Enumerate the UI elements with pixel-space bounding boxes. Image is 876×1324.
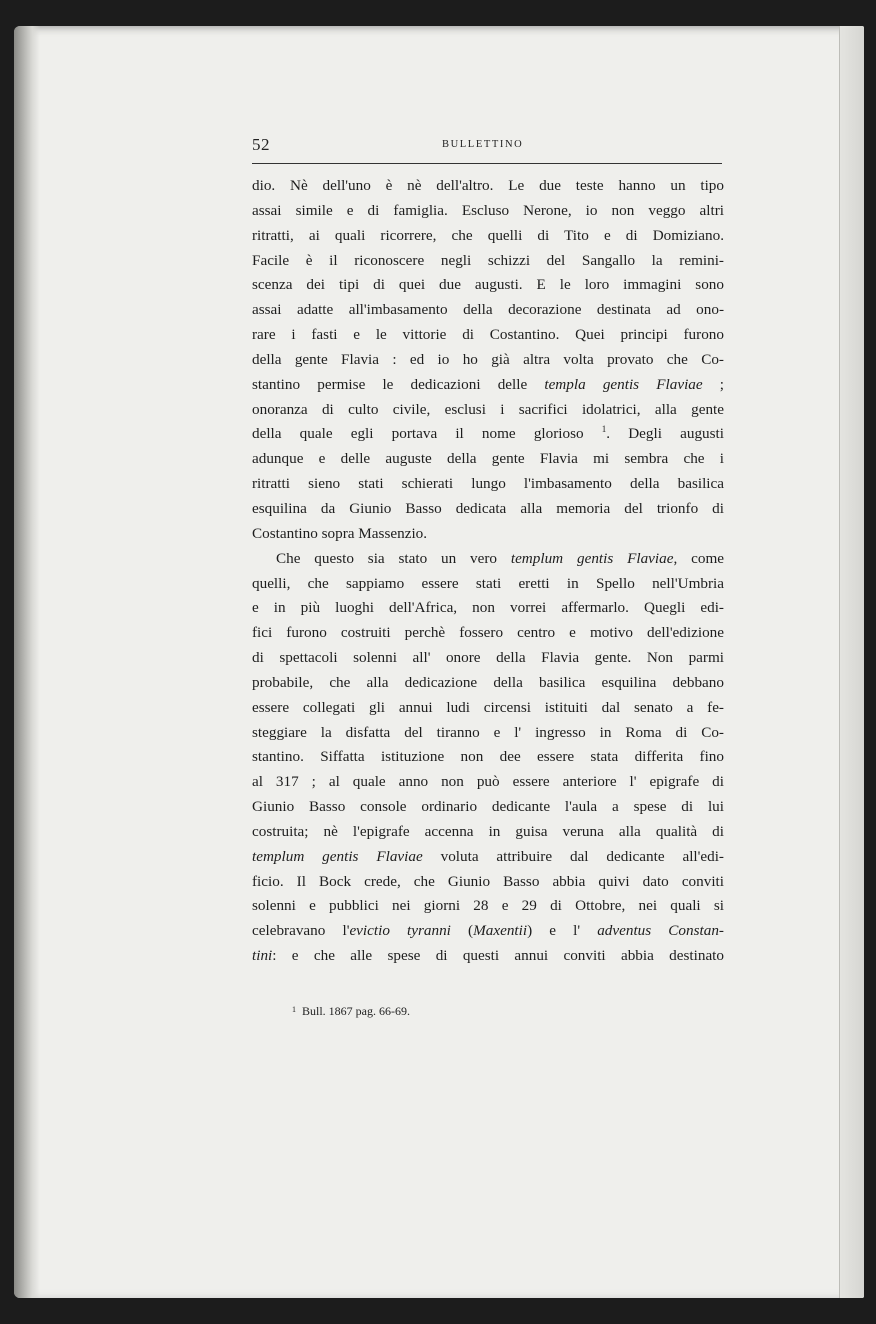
text-run: Costantino sopra Massenzio. [252, 524, 428, 542]
text-line [252, 273, 724, 298]
text-run: steggiare la disfatta del tiranno e l' ingresso in Roma di Co- [252, 723, 724, 741]
text-line [252, 721, 724, 746]
text-line [252, 894, 724, 919]
text-run: solenni e pubblici nei giorni 28 e 29 di Ottobre, nei quali si [252, 897, 724, 915]
text-line [252, 422, 724, 447]
text-run: della quale egli portava il nome glorioso [252, 425, 602, 443]
text-run: di spettacoli solenni all' onore della Flavia gente. Non parmi [252, 649, 724, 667]
text-line [252, 199, 724, 224]
italic-phrase: templum gentis Flaviae [510, 549, 674, 567]
text-run: scenza dei tipi di quei due augusti. E le loro immagini sono [252, 276, 724, 294]
text-run: stantino. Siffatta istituzione non dee essere stata differita fino [252, 748, 724, 766]
text-run: stantino permise le dedicazioni delle [252, 375, 545, 393]
body-text [252, 174, 724, 969]
text-line [252, 522, 724, 547]
italic-phrase: tini [252, 947, 273, 965]
text-run: Giunio Basso console ordinario dedicante l'aula a spese di lui [252, 798, 724, 816]
italic-phrase: evictio tyranni [349, 922, 451, 940]
text-run: Che questo sia stato un vero [276, 549, 511, 567]
text-line [252, 224, 724, 249]
text-run: e in più luoghi dell'Africa, non vorrei affermarlo. Quegli edi- [252, 599, 724, 617]
text-run: della gente Flavia : ed io ho già altra volta provato che Co- [252, 350, 724, 368]
page-number: 52 [252, 135, 270, 154]
text-run: ritratti sieno stati schierati lungo l'imbasamento della basilica [252, 475, 724, 493]
text-line [252, 944, 724, 969]
text-run: dio. Nè dell'uno è nè dell'altro. Le due teste hanno un tipo [252, 177, 724, 194]
text-run: ritratti, ai quali ricorrere, che quelli di Tito e di Domiziano. [252, 226, 724, 244]
text-line [252, 174, 724, 199]
text-line [252, 596, 724, 621]
footnote-marker: 1 [292, 1005, 296, 1014]
text-run: ficio. Il Bock crede, che Giunio Basso abbia quivi dato conviti [252, 872, 724, 890]
text-line [252, 547, 724, 572]
text-run: ( [450, 922, 474, 940]
text-line [252, 671, 724, 696]
text-line [252, 770, 724, 795]
header-rule [252, 163, 722, 164]
text-run: onoranza di culto civile, esclusi i sacrifici idolatrici, alla gente [252, 400, 724, 418]
text-run: : e che alle spese di questi annui conviti abbia destinato [272, 947, 724, 965]
text-line [252, 820, 724, 845]
text-run: essere collegati gli annui ludi circensi istituiti dal senato a fe- [252, 698, 724, 716]
text-line [252, 646, 724, 671]
text-line [252, 373, 724, 398]
text-line [252, 795, 724, 820]
text-run: ) e l' [527, 922, 598, 940]
text-run: al 317 ; al quale anno non può essere anteriore l' epigrafe di [252, 773, 724, 791]
text-line [252, 497, 724, 522]
footnote-reference: 1 [601, 424, 607, 435]
text-line [252, 472, 724, 497]
italic-phrase: Maxentii [473, 922, 528, 940]
text-line [252, 870, 724, 895]
text-run: esquilina da Giunio Basso dedicata alla memoria del trionfo di [252, 499, 724, 517]
italic-phrase: templum gentis Flaviae [252, 847, 423, 865]
text-run: assai simile e di famiglia. Escluso Nerone, io non veggo altri [252, 201, 724, 219]
text-run: fici furono costruiti perchè fossero centro e motivo dell'edizione [252, 624, 724, 642]
text-run: costruita; nè l'epigrafe accenna in guisa veruna alla qualità di [252, 822, 724, 840]
footnote-text: Bull. 1867 pag. 66-69. [302, 1004, 410, 1018]
text-run: probabile, che alla dedicazione della basilica esquilina debbano [252, 673, 724, 691]
text-line [252, 348, 724, 373]
page-gutter-shadow [14, 26, 40, 1298]
running-title: BULLETTINO [442, 139, 524, 150]
italic-phrase: templa gentis Flaviae [544, 375, 703, 393]
text-run: , come [673, 549, 725, 567]
text-line [252, 845, 724, 870]
text-line [252, 745, 724, 770]
text-run: rare i fasti e le vittorie di Costantino. Quei principi furono [252, 326, 724, 344]
text-run: ; [702, 375, 724, 393]
text-line [252, 398, 724, 423]
text-line [252, 919, 724, 944]
text-run: adunque e delle auguste della gente Flavia mi sembra che i [252, 450, 724, 468]
text-run: quelli, che sappiamo essere stati eretti in Spello nell'Umbria [252, 574, 724, 592]
text-run: celebravano l' [252, 922, 350, 940]
text-line [252, 249, 724, 274]
text-run: Facile è il riconoscere negli schizzi del Sangallo la remini- [252, 251, 724, 269]
page-edge-strip [839, 26, 864, 1298]
text-line [252, 323, 724, 348]
text-run: . Degli augusti [606, 425, 724, 443]
italic-phrase: adventus Constan- [597, 922, 724, 940]
text-line [252, 447, 724, 472]
text-run: voluta attribuire dal dedicante all'edi- [422, 847, 724, 865]
running-head [252, 135, 724, 159]
text-run: assai adatte all'imbasamento della decorazione destinata ad ono- [252, 301, 724, 319]
footnote [292, 1004, 410, 1019]
text-line [252, 572, 724, 597]
text-line [252, 696, 724, 721]
text-line [252, 621, 724, 646]
text-line [252, 298, 724, 323]
